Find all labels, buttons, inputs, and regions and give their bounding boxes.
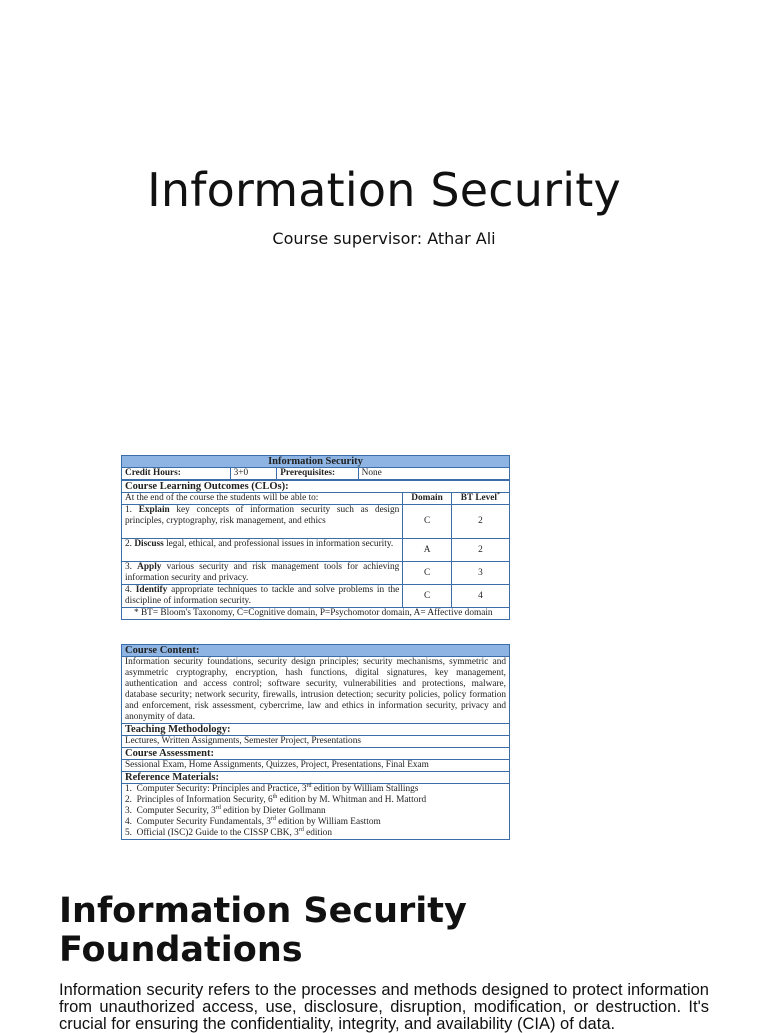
clo-intro: At the end of the course the students will be able to: <box>122 493 403 505</box>
teaching-methodology-heading: Teaching Methodology: <box>122 724 510 736</box>
section-heading <box>59 892 467 970</box>
section-paragraph: Information security refers to the processes and methods designed to protect information from unauthorized access, use, disclosure, disruption, modification, or destruction. It's crucial for ensuring the confidentiality, integrity, and availability (CIA) of data. <box>59 981 709 1033</box>
clo-row: 1. Explain key concepts of information security such as design principles, cryptography, risk management, and ethics C 2 <box>122 505 510 539</box>
reference-item: 1. Computer Security: Principles and Practice, 3rd edition by William Stallings <box>125 782 419 794</box>
course-content-heading: Course Content: <box>122 645 510 657</box>
prerequisites-label: Prerequisites: <box>277 468 358 480</box>
teaching-methodology-text: Lectures, Written Assignments, Semester Project, Presentations <box>122 736 510 748</box>
credit-hours-label: Credit Hours: <box>122 468 231 480</box>
reference-item: 4. Computer Security Fundamentals, 3rd edition by William Easttom <box>125 815 381 827</box>
credit-hours-value: 3+0 <box>230 468 277 480</box>
reference-item: 2. Principles of Information Security, 6th edition by M. Whitman and H. Mattord <box>125 793 427 805</box>
syllabus-content-table <box>121 644 510 840</box>
clo-row: 2. Discuss legal, ethical, and professional issues in information security. A 2 <box>122 539 510 562</box>
course-assessment-text: Sessional Exam, Home Assignments, Quizzes, Project, Presentations, Final Exam <box>122 760 510 772</box>
reference-materials-heading: Reference Materials: <box>122 772 510 784</box>
clo-row: 3. Apply various security and risk management tools for achieving information security and privacy. C 3 <box>122 562 510 585</box>
section-heading-line: Information Security <box>59 891 467 931</box>
clo-heading: Course Learning Outcomes (CLOs): <box>122 481 510 493</box>
domain-column-header: Domain <box>403 493 452 505</box>
slide-title: Information Security <box>147 163 621 217</box>
reference-item: 3. Computer Security, 3rd edition by Dieter Gollmann <box>125 804 326 816</box>
reference-item: 5. Official (ISC)2 Guide to the CISSP CBK, 3rd edition <box>125 826 332 838</box>
prerequisites-value: None <box>358 468 509 480</box>
reference-list <box>122 784 510 840</box>
section-heading-line: Foundations <box>59 930 303 970</box>
clo-row: 4. Identify appropriate techniques to tackle and solve problems in the discipline of information security. C 4 <box>122 585 510 608</box>
bt-footnote: * BT= Bloom's Taxonomy, C=Cognitive domain, P=Psychomotor domain, A= Affective domain <box>122 608 510 620</box>
course-supervisor: Course supervisor: Athar Ali <box>272 229 496 248</box>
course-content-text: Information security foundations, security design principles; security mechanisms, symmetric and asymmetric cryptography, encryption, hash functions, digital signatures, key management, authentication and access control; software security, vulnerabilities and protections, malware, database security; network security, firewalls, intrusion detection; security policies, policy formation and enforcement, risk assessment, cybercrime, law and ethics in information security, privacy and anonymity of data. <box>122 657 510 724</box>
syllabus-title: Information Security <box>122 456 510 468</box>
bt-level-column-header: BT Level* <box>451 493 509 505</box>
syllabus-clo-table <box>121 455 510 620</box>
course-assessment-heading: Course Assessment: <box>122 748 510 760</box>
